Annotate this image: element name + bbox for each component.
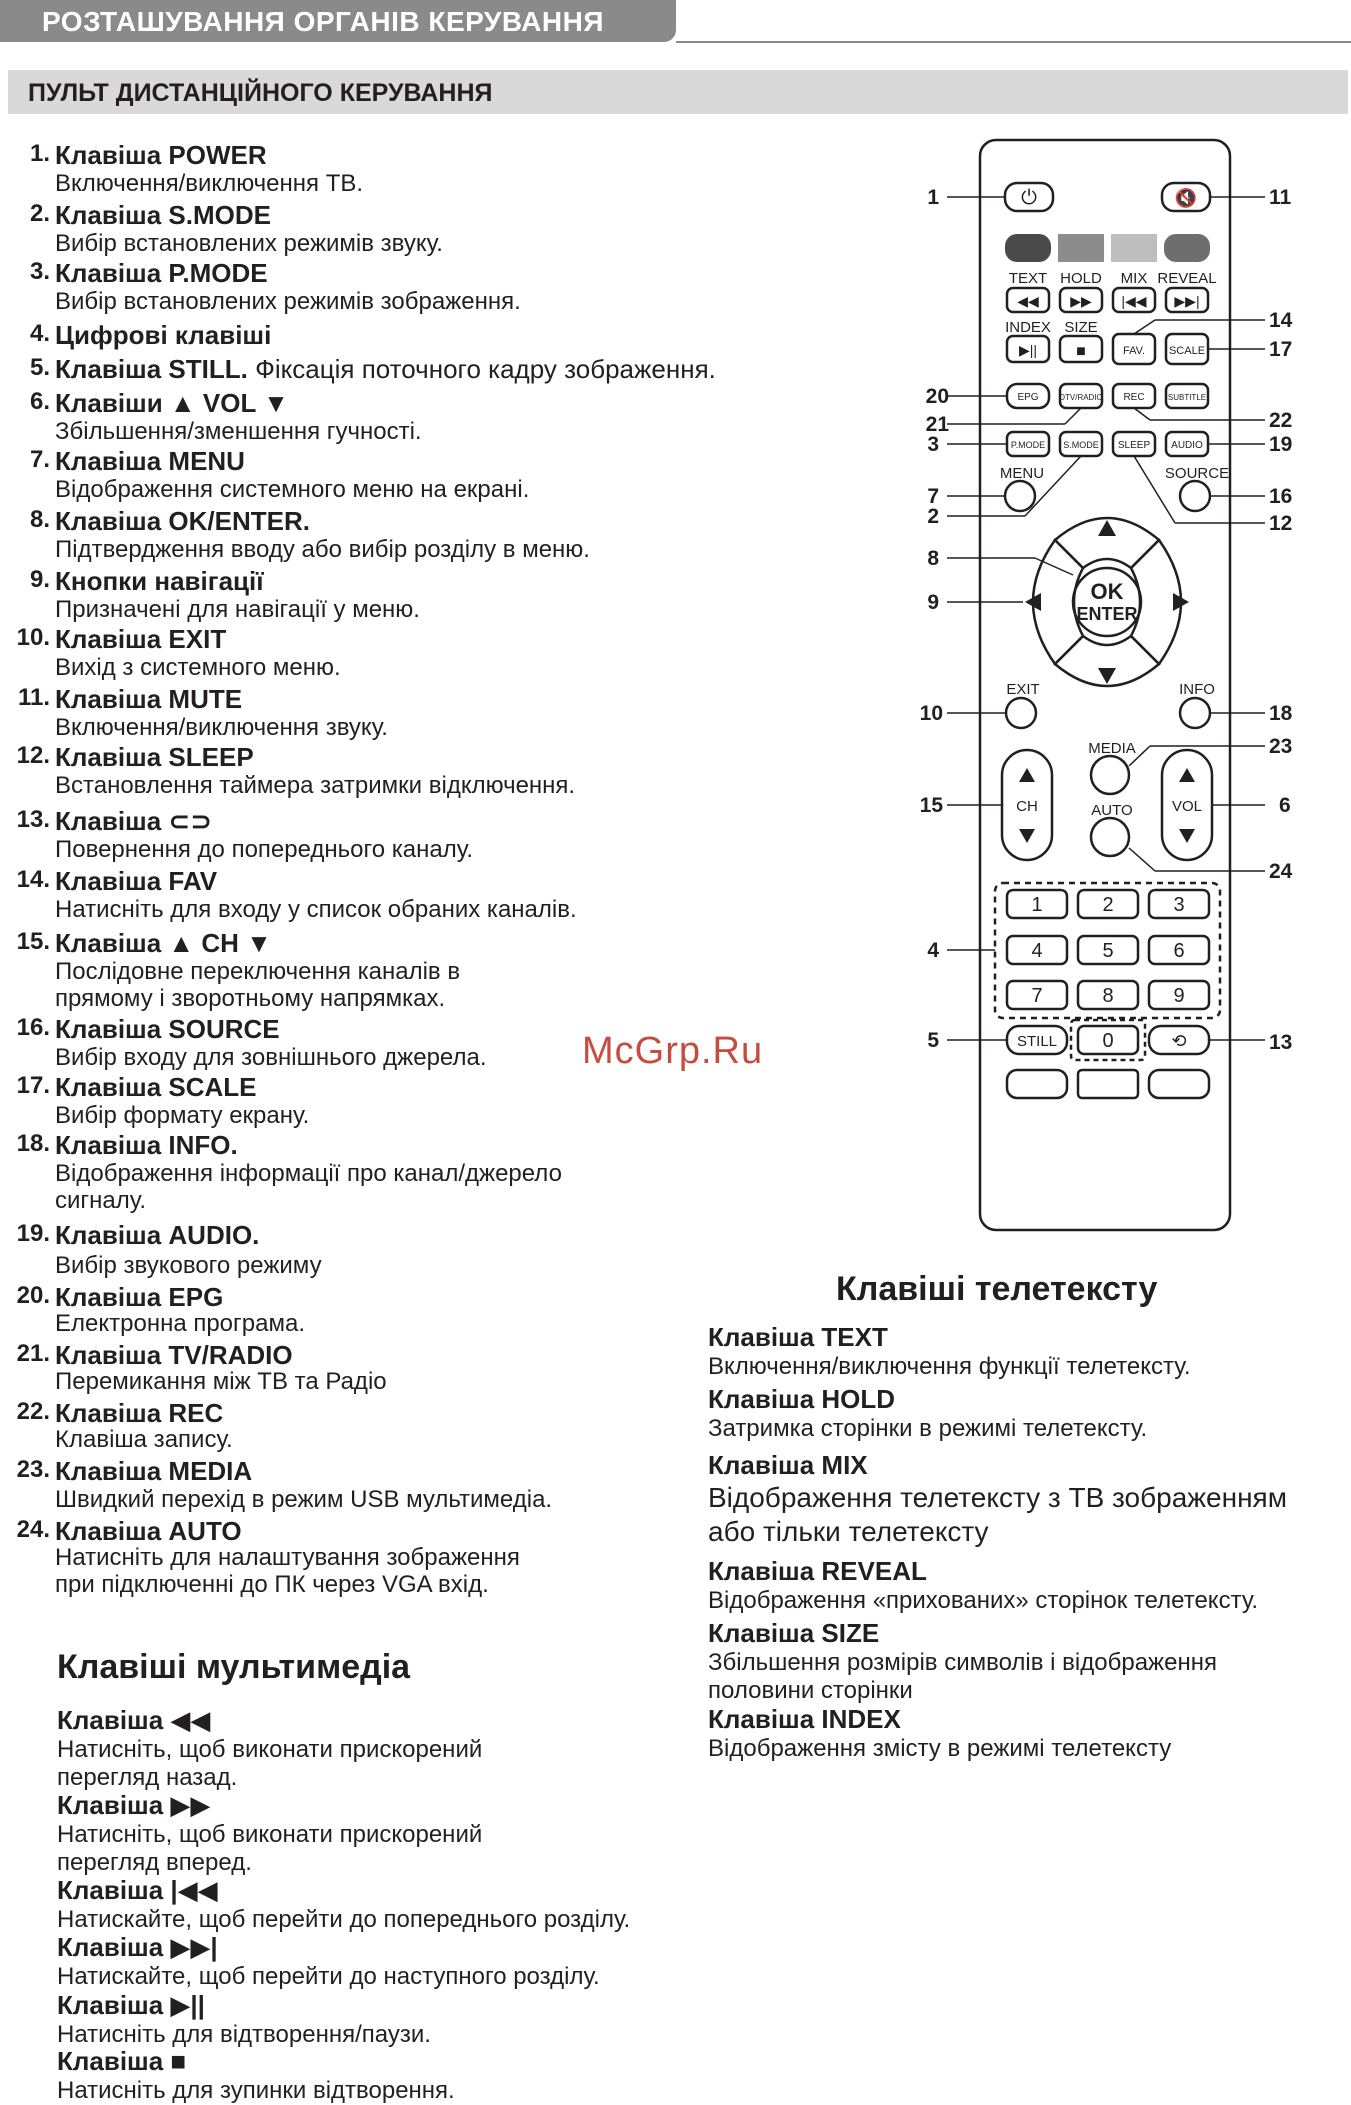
prev-icon: |◀◀ [1121,293,1147,309]
item-desc: Повернення до попереднього каналу. [55,836,474,863]
teletext-key-desc: Збільшення розмірів символів і відображення [708,1649,1217,1676]
digit-label: 2 [1102,894,1114,916]
teletext-key [708,1556,1348,1615]
exit-label: EXIT [1006,681,1040,698]
item-desc: Послідовне переключення каналів в [55,958,461,985]
hold-label: HOLD [1060,270,1102,287]
sleep-label: SLEEP [1117,440,1151,451]
multimedia-key-desc: перегляд вперед. [57,1849,252,1876]
item-desc: Відображення інформації про канал/джерело [55,1160,562,1187]
callout-number: 1 [927,186,939,209]
item-title: Клавіша ▲ CH ▼ [55,928,272,958]
rec-label: REC [1123,392,1145,403]
item-number: 2. [29,200,50,227]
yellow-key [1111,234,1157,262]
item-number: 15. [16,928,50,955]
item-desc: Вибір встановлених режимів звуку. [55,230,443,257]
green-key [1058,234,1104,262]
item-desc: Клавіша запису. [55,1426,233,1453]
item-inline-desc: Фіксація поточного кадру зображення. [247,354,716,384]
digit-label: 5 [1102,940,1114,962]
callout-number: 11 [1269,186,1292,209]
teletext-key-desc: або тільки телетексту [708,1516,989,1547]
multimedia-key [57,1875,757,1934]
multimedia-key-desc: Натискайте, щоб перейти до попереднього розділу. [57,1906,631,1933]
teletext-key [708,1704,1348,1763]
item-title: Клавіша SCALE [55,1072,257,1102]
multimedia-key [57,1932,757,1991]
multimedia-key-title: Клавіша ▶|| [57,1990,205,2020]
teletext-key-title: Клавіша INDEX [708,1704,901,1734]
item-desc: Перемикання між ТВ та Радіо [55,1368,387,1395]
item-title: Клавіша MENU [55,446,245,476]
item-desc: Включення/виключення ТВ. [55,170,364,197]
item-number: 8. [29,506,50,533]
ok-label: OK [1090,579,1124,604]
size-label: SIZE [1064,319,1098,336]
item-desc: Збільшення/зменшення гучності. [55,418,422,445]
multimedia-key-desc: Натисніть для зупинки відтворення. [57,2077,455,2104]
teletext-key-title: Клавіша HOLD [708,1384,896,1414]
item-number: 17. [16,1072,50,1099]
callout-number: 9 [927,591,939,614]
menu-button [1005,481,1035,511]
callout-number: 12 [1269,512,1293,535]
multimedia-key [57,1790,757,1877]
blank-button [1007,1070,1067,1098]
teletext-key [708,1322,1348,1381]
multimedia-key-desc: Натисніть, щоб виконати прискорений [57,1736,483,1763]
callout-number: 3 [927,433,939,456]
item-number: 3. [29,258,50,285]
section-title: РОЗТАШУВАННЯ ОРГАНІВ КЕРУВАННЯ [42,6,604,37]
ch-label: CH [1016,798,1038,815]
item-number: 6. [29,388,50,415]
item-number: 14. [16,866,50,893]
item-number: 13. [16,806,50,833]
teletext-key-desc: половини сторінки [708,1677,913,1704]
multimedia-key-title: Клавіша ▶▶| [57,1932,218,1962]
blank-button [1149,1070,1209,1098]
callout-number: 2 [927,505,939,528]
item-title: Клавіша AUTO [55,1516,242,1546]
down-arrow-icon [1098,668,1116,684]
item-number: 10. [16,624,50,651]
ch-down-icon [1019,829,1035,843]
callout-number: 21 [925,413,949,436]
auto-label: AUTO [1091,802,1133,819]
blank-button [1078,1070,1138,1098]
callout-number: 5 [927,1029,939,1052]
item-desc: сигналу. [55,1187,147,1214]
item-desc: при підключенні до ПК через VGA вхід. [55,1571,489,1598]
item-number: 1. [29,140,50,167]
callout-number: 24 [1269,860,1293,883]
callout-number: 14 [1269,309,1293,332]
item-title: Клавіши ▲ VOL ▼ [55,388,289,418]
callout-number: 23 [1269,735,1293,758]
item-number: 22. [16,1398,50,1425]
item-number: 12. [16,742,50,769]
item-title: Клавіша ⊂⊃ [55,806,212,836]
teletext-key-title: Клавіша REVEAL [708,1556,927,1586]
callout-number: 19 [1269,433,1293,456]
info-button [1180,698,1210,728]
teletext-key-desc: Відображення телетексту з ТВ зображенням [708,1482,1287,1513]
item-desc: прямому і зворотньому напрямках. [55,985,446,1012]
item-title: Клавіша P.MODE [55,258,268,288]
item-desc: Вибір входу для зовнішнього джерела. [55,1044,487,1071]
fav-label: FAV. [1122,345,1146,357]
subsection-title: ПУЛЬТ ДИСТАНЦІЙНОГО КЕРУВАННЯ [28,79,493,107]
media-label: MEDIA [1088,740,1136,757]
up-arrow-icon [1098,520,1116,536]
remote-illustration [895,128,1315,1253]
item-desc: Натисніть для налаштування зображення [55,1544,520,1571]
item-desc: Включення/виключення звуку. [55,714,388,741]
multimedia-key-title: Клавіша ▶▶ [57,1790,211,1820]
item-title-text: Клавіша STILL. [55,354,248,384]
enter-label: ENTER [1076,604,1138,624]
item-title: Клавіша MEDIA [55,1456,253,1486]
callout-number: 10 [919,702,943,725]
source-button [1180,481,1210,511]
scale-label: SCALE [1168,345,1206,357]
menu-label: MENU [999,465,1045,482]
smode-label: S.MODE [1063,440,1099,450]
index-label: INDEX [1005,319,1051,336]
item-desc: Встановлення таймера затримки відключення. [55,772,576,799]
vol-up-icon [1179,768,1195,782]
teletext-key-desc: Включення/виключення функції телетексту. [708,1353,1191,1380]
subsection-bar [8,70,1348,114]
teletext-key-title: Клавіша SIZE [708,1618,880,1648]
play-pause-icon: ▶|| [1018,342,1038,358]
next-icon: ▶▶| [1174,293,1200,309]
multimedia-key-title: Клавіша ◀◀ [57,1705,211,1735]
callout-number: 6 [1279,794,1291,817]
multimedia-key [57,2046,757,2105]
item-title: Клавіша SLEEP [55,742,254,772]
item-desc: Швидкий перехід в режим USB мультимедіа. [55,1486,553,1513]
mute-icon: 🔇 [1174,188,1198,208]
red-key [1005,234,1051,262]
power-icon: ⏻ [1021,187,1037,209]
auto-button [1091,818,1129,856]
divider [676,41,1351,43]
item-number: 9. [29,566,50,593]
item-desc: Вибір встановлених режимів зображення. [55,288,521,315]
item-desc: Підтвердження вводу або вибір розділу в меню. [55,536,590,563]
teletext-key [708,1618,1348,1705]
item-desc: Вибір формату екрану. [55,1102,310,1129]
callout-number: 8 [927,547,939,570]
multimedia-key [57,1705,757,1792]
reveal-label: REVEAL [1157,270,1217,287]
multimedia-key-desc: Натисніть, щоб виконати прискорений [57,1821,483,1848]
text-label: TEXT [1008,270,1048,287]
digit-label: 8 [1102,985,1114,1007]
epg-label: EPG [1017,392,1039,403]
watermark: McGrp.Ru [582,1030,764,1072]
vol-down-icon [1179,829,1195,843]
digit-label: 0 [1102,1030,1114,1052]
item-title: Клавіша FAV [55,866,218,896]
audio-label: AUDIO [1171,440,1203,451]
section-title-bar [0,0,676,42]
callout-number: 16 [1269,485,1293,508]
callout-number: 20 [925,385,949,408]
multimedia-key-title: Клавіша ■ [57,2046,187,2076]
exit-button [1006,698,1036,728]
multimedia-key-desc: перегляд назад. [57,1764,238,1791]
digit-label: 6 [1173,940,1185,962]
media-button [1091,756,1129,794]
source-label: SOURCE [1164,465,1230,482]
rewind-icon: ◀◀ [1017,293,1039,309]
callout-number: 17 [1269,338,1293,361]
item-title: Клавіша INFO. [55,1130,238,1160]
callout-number: 15 [919,794,943,817]
multimedia-key-desc: Натисніть для відтворення/паузи. [57,2021,431,2048]
item-title: Кнопки навігації [55,566,264,596]
item-number: 5. [29,354,50,381]
item-number: 11. [17,684,50,711]
teletext-key-title: Клавіша MIX [708,1450,868,1480]
info-label: INFO [1179,681,1215,698]
teletext-key-desc: Відображення змісту в режимі телетексту [708,1735,1172,1762]
still-label: STILL [1016,1033,1058,1050]
item-number: 16. [16,1014,50,1041]
item-number: 7. [29,446,50,473]
item-title: Клавіша MUTE [55,684,243,714]
multimedia-key-title: Клавіша |◀◀ [57,1875,218,1905]
item-number: 23. [16,1456,50,1483]
mix-label: MIX [1120,270,1148,287]
blue-key [1164,234,1210,262]
teletext-key [708,1450,1348,1549]
callout-number: 18 [1269,702,1293,725]
item-number: 24. [16,1516,50,1543]
callout-number: 22 [1269,409,1293,432]
item-desc: Натисніть для входу у список обраних каналів. [55,896,577,923]
item-number: 19. [16,1220,50,1247]
multimedia-key-desc: Натискайте, щоб перейти до наступного розділу. [57,1963,600,1990]
stop-icon: ■ [1076,343,1086,360]
item-title: Цифрові клавіші [55,320,272,350]
item-desc: Вибір звукового режиму [55,1252,322,1279]
teletext-key-desc: Затримка сторінки в режимі телетексту. [708,1415,1148,1442]
item-number: 21. [16,1340,50,1367]
item-number: 18. [16,1130,50,1157]
teletext-key [708,1384,1348,1443]
digit-label: 7 [1031,985,1043,1007]
item-desc: Призначені для навігації у меню. [55,596,420,623]
ch-up-icon [1019,768,1035,782]
multimedia-key [57,1990,757,2049]
callout-number: 7 [927,485,939,508]
item-title: Клавіша EXIT [55,624,227,654]
item-title: Клавіша S.MODE [55,200,271,230]
item-title: Клавіша REC [55,1398,224,1428]
item-desc: Вихід з системного меню. [55,654,341,681]
pmode-label: P.MODE [1010,440,1046,450]
digit-label: 9 [1173,985,1185,1007]
item-title [55,354,716,385]
subtitle-label: SUBTITLE [1167,393,1207,402]
teletext-key-desc: Відображення «прихованих» сторінок телетексту. [708,1587,1259,1614]
item-title: Клавіша OK/ENTER. [55,506,310,536]
item-desc: Електронна програма. [55,1310,305,1337]
item-number: 20. [16,1282,50,1309]
item-title: Клавіша SOURCE [55,1014,280,1044]
callout-number: 4 [927,939,939,962]
dtv-radio-label: DTV/RADIO [1059,393,1103,402]
teletext-key-title: Клавіша TEXT [708,1322,888,1352]
digit-label: 1 [1031,894,1043,916]
item-title: Клавіша AUDIO. [55,1220,260,1250]
forward-icon: ▶▶ [1070,293,1092,309]
digit-label: 4 [1031,940,1043,962]
vol-label: VOL [1171,798,1203,815]
recall-icon: ⟲ [1171,1031,1187,1051]
item-desc: Відображення системного меню на екрані. [55,476,530,503]
item-number: 4. [29,320,50,347]
digit-label: 3 [1173,894,1185,916]
item-title: Клавіша POWER [55,140,267,170]
callout-number: 13 [1269,1031,1293,1054]
multimedia-heading: Клавіші мультимедіа [57,1648,411,1686]
item-title: Клавіша EPG [55,1282,224,1312]
teletext-heading: Клавіші телетексту [836,1270,1158,1308]
item-title: Клавіша TV/RADIO [55,1340,293,1370]
